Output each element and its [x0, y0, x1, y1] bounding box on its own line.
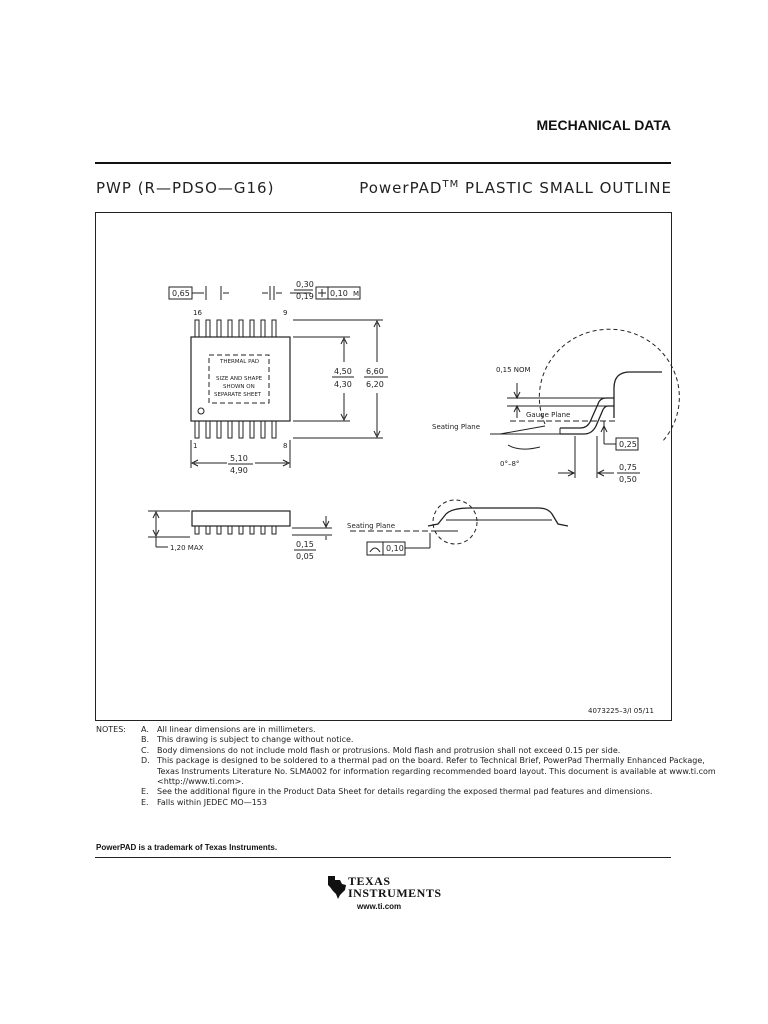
note-text: See the additional figure in the Product Data Sheet for details regarding the exposed thermal pad features and dimensions.	[157, 787, 653, 797]
note-text: This package is designed to be soldered to a thermal pad on the board. Refer to Technical Brief, PowerPad Thermally Enhanced Package, Texas Instruments Literature No. SLMA002 for information regarding recommended board layout. This document is available at www.ti.com <http://www.ti.com>.	[157, 756, 716, 787]
note-text: This drawing is subject to change without notice.	[157, 735, 354, 745]
note-item	[141, 746, 721, 756]
tolerance-label: 0,10	[330, 289, 348, 298]
note-item	[141, 725, 721, 735]
note-text: Falls within JEDEC MO—153	[157, 797, 267, 807]
span-max: 6,60	[366, 367, 384, 376]
pitch-label: 0,65	[172, 289, 190, 298]
seating-plane-label-2: Seating Plane	[347, 522, 396, 530]
note-letter: E.	[141, 787, 149, 797]
note-item	[141, 787, 721, 797]
gauge-length: 0,25	[619, 440, 637, 449]
package-desc: PLASTIC SMALL OUTLINE	[465, 179, 672, 197]
package-body-side	[192, 511, 290, 526]
bottom-leads	[195, 421, 276, 438]
note-text: Body dimensions do not include mold flash or protrusions. Mold flash and protrusion shall not exceed 0.15 per side.	[157, 745, 621, 755]
pin1-indicator	[198, 408, 204, 414]
lead-width-max: 0,30	[296, 280, 314, 289]
top-leads	[195, 320, 276, 337]
height-max: 1,20 MAX	[170, 544, 204, 552]
note-text: All linear dimensions are in millimeters.	[157, 725, 316, 734]
length-min: 4,90	[230, 466, 248, 475]
span-min: 6,20	[366, 380, 384, 389]
logo-instruments: INSTRUMENTS	[348, 886, 442, 900]
notes-label: NOTES:	[96, 725, 126, 734]
standoff-min: 0,05	[296, 552, 314, 561]
body-width-max: 4,50	[334, 367, 352, 376]
footer-rule	[95, 857, 671, 858]
note-item	[141, 798, 721, 808]
foot-length-max: 0,75	[619, 463, 637, 472]
note-letter: D.	[141, 756, 150, 766]
standoff-max: 0,15	[296, 540, 314, 549]
seating-plane-label: Seating Plane	[432, 423, 481, 431]
note-item	[141, 735, 721, 745]
side-leads	[195, 526, 276, 534]
thermal-pad-note-3: SHOWN ON	[223, 384, 255, 390]
thermal-pad-note-1: THERMAL PAD	[220, 359, 260, 365]
body-width-min: 4,30	[334, 380, 352, 389]
trademark-notice: PowerPAD is a trademark of Texas Instruments.	[96, 843, 278, 852]
detail-circle	[539, 329, 679, 442]
ti-logo[interactable]	[326, 872, 446, 912]
note-letter: A.	[141, 725, 149, 734]
mmc-symbol: M	[353, 290, 360, 298]
note-item	[141, 756, 721, 787]
drawing-id: 4073225–3/I 05/11	[588, 707, 654, 715]
note-letter: B.	[141, 735, 150, 745]
note-letter: E.	[141, 797, 149, 807]
pin8-label: 8	[283, 442, 288, 450]
length-max: 5,10	[230, 454, 248, 463]
thermal-pad-note-2: SIZE AND SHAPE	[216, 376, 263, 382]
foot-length-min: 0,50	[619, 475, 637, 484]
package-name: PowerPAD	[359, 179, 443, 197]
notes-list	[141, 725, 721, 808]
lead-angle: 0°–8°	[500, 460, 520, 468]
pin1-label: 1	[193, 442, 198, 450]
gauge-plane-label: Gauge Plane	[526, 411, 571, 419]
lead-width-min: 0,19	[296, 292, 314, 301]
ti-state-icon	[326, 874, 348, 900]
trademark-mark: TM	[442, 179, 460, 190]
thermal-pad-note-4: SEPARATE SHEET	[214, 392, 262, 398]
logo-texas: TEXAS	[348, 874, 391, 888]
page-title: MECHANICAL DATA	[536, 117, 671, 133]
note-letter: C.	[141, 745, 150, 755]
ti-url-link[interactable]: www.ti.com	[357, 902, 402, 911]
pin16-label: 16	[193, 309, 202, 317]
coplanarity-label: 0,10	[386, 544, 404, 553]
nom-thickness: 0,15 NOM	[496, 366, 531, 374]
pin9-label: 9	[283, 309, 288, 317]
package-code: PWP (R—PDSO—G16)	[96, 179, 275, 197]
